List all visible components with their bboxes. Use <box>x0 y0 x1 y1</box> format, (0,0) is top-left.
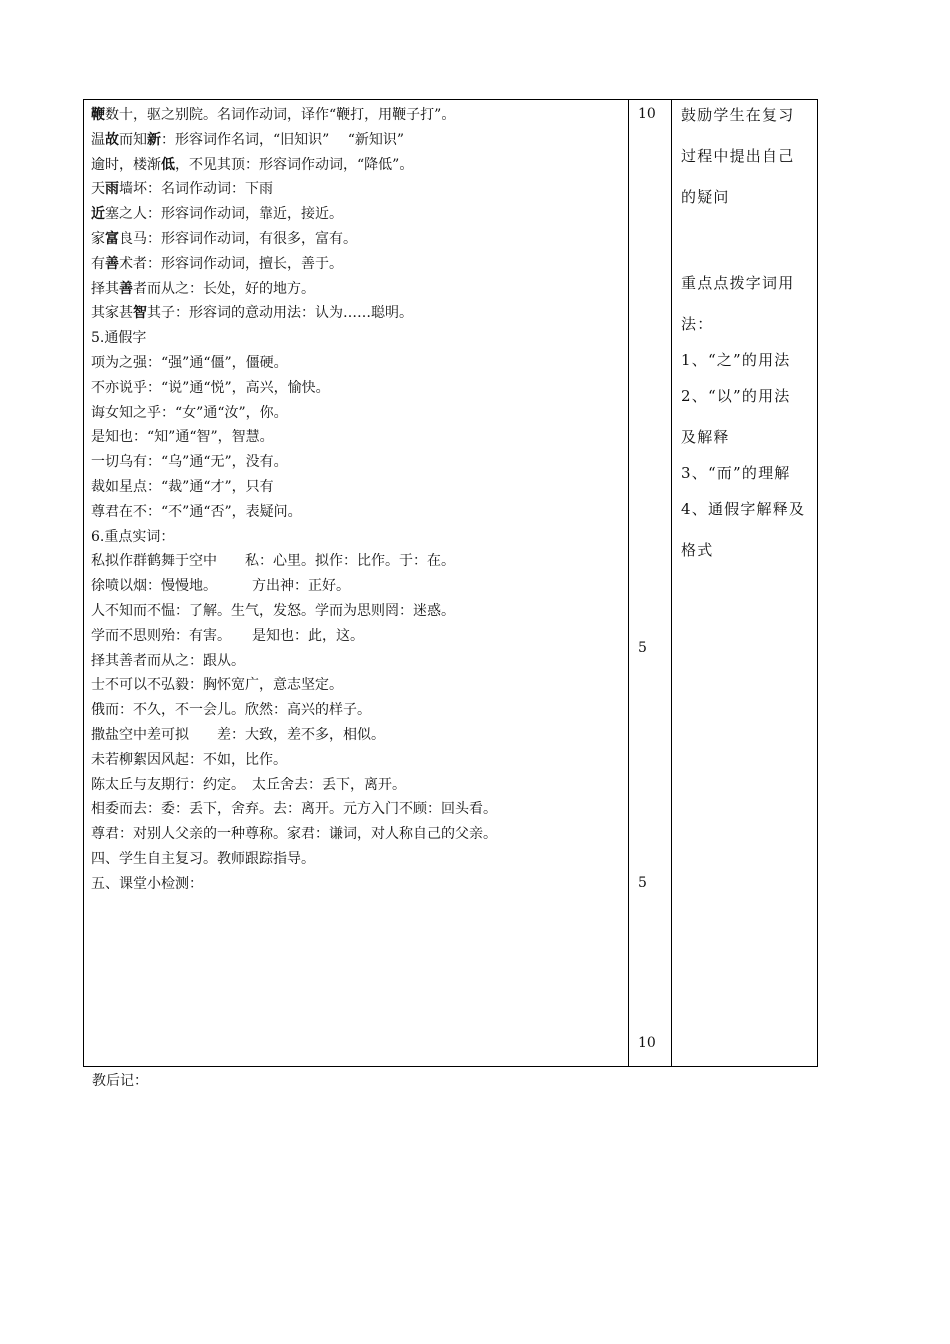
content-segment: 尊君：对别人父亲的一种尊称。家君：谦词，对人称自己的父亲。 <box>91 826 497 843</box>
content-segment: ：形容词作名词，“旧知识” “新知识” <box>161 131 405 148</box>
content-segment: 择其 <box>91 280 119 297</box>
content-line <box>91 525 628 550</box>
content-segment: 诲女知之乎：“女”通“汝”，你。 <box>91 404 288 421</box>
time-value: 10 <box>638 106 656 122</box>
lesson-table <box>83 99 818 1067</box>
content-segment: 智 <box>133 305 147 322</box>
content-segment: ，不见其顶：形容词作动词，“降低”。 <box>175 156 414 173</box>
content-line <box>91 822 628 847</box>
content-segment: 6.重点实词： <box>91 528 175 545</box>
content-segment: 项为之强：“强”通“僵”，僵硬。 <box>91 354 288 371</box>
content-segment: 温 <box>91 131 105 148</box>
note-line: 过程中提出自己 <box>681 147 795 165</box>
content-segment: 其子：形容词的意动用法：认为……聪明。 <box>147 305 413 322</box>
time-column <box>629 100 672 1066</box>
note-line: 格式 <box>681 541 714 559</box>
content-segment: 新 <box>147 131 161 148</box>
content-segment: 良马：形容词作动词，有很多，富有。 <box>119 230 357 247</box>
content-segment: 者而从之：长处，好的地方。 <box>133 280 315 297</box>
content-segment: 低 <box>161 156 175 173</box>
content-line <box>91 549 628 574</box>
note-line: 的疑问 <box>681 188 730 206</box>
content-line <box>91 450 628 475</box>
content-line <box>91 624 628 649</box>
note-line: 及解释 <box>681 428 730 446</box>
content-line <box>91 872 628 897</box>
content-line <box>91 797 628 822</box>
content-segment: 5.通假字 <box>91 330 147 347</box>
content-segment: 术者：形容词作动词，擅长，善于。 <box>119 255 343 272</box>
content-line <box>91 252 628 277</box>
content-segment: 故 <box>105 131 119 148</box>
note-line: 鼓励学生在复习 <box>681 106 795 124</box>
content-segment: 一切乌有：“乌”通“无”，没有。 <box>91 454 288 471</box>
content-segment: 陈太丘与友期行：约定。 太丘舍去：丢下，离开。 <box>91 776 406 793</box>
note-line: 3、“而”的理解 <box>681 464 791 482</box>
content-line <box>91 649 628 674</box>
content-segment: 择其善者而从之：跟从。 <box>91 652 245 669</box>
content-segment: 近 <box>91 206 105 223</box>
content-segment: 撒盐空中差可拟 差：大致，差不多，相似。 <box>91 726 385 743</box>
content-column <box>84 100 629 1066</box>
content-segment: 其家甚 <box>91 305 133 322</box>
content-segment: 四、学生自主复习。教师跟踪指导。 <box>91 850 315 867</box>
time-value: 5 <box>638 640 647 656</box>
content-line <box>91 847 628 872</box>
content-segment: 相委而去：委：丢下，舍弃。去：离开。元方入门不顾：回头看。 <box>91 801 497 818</box>
content-segment: 徐喷以烟：慢慢地。 方出神：正好。 <box>91 578 350 595</box>
content-line <box>91 103 628 128</box>
content-line <box>91 153 628 178</box>
content-line <box>91 748 628 773</box>
content-segment: 逾时，楼渐 <box>91 156 161 173</box>
content-segment: 是知也：“知”通“智”，智慧。 <box>91 429 274 446</box>
content-line <box>91 128 628 153</box>
time-value: 10 <box>638 1035 656 1051</box>
note-line: 重点点拨字词用 <box>681 274 795 292</box>
content-segment: 未若柳絮因风起：不如，比作。 <box>91 751 287 768</box>
content-segment: 鞭 <box>91 107 105 123</box>
content-segment: 士不可以不弘毅：胸怀宽广，意志坚定。 <box>91 677 343 694</box>
content-segment: 塞之人：形容词作动词，靠近，接近。 <box>105 206 343 223</box>
after-class-label: 教后记： <box>92 1073 148 1089</box>
content-line <box>91 698 628 723</box>
content-segment: 尊君在不：“不”通“否”，表疑问。 <box>91 503 302 520</box>
content-line <box>91 500 628 525</box>
content-segment: 富 <box>105 230 119 247</box>
content-line <box>91 401 628 426</box>
content-segment: 裁如星点：“裁”通“才”，只有 <box>91 478 274 495</box>
time-value: 5 <box>638 875 647 891</box>
content-segment: 天 <box>91 181 105 198</box>
content-line <box>91 425 628 450</box>
content-line <box>91 773 628 798</box>
content-line <box>91 351 628 376</box>
content-segment: 有 <box>91 255 105 272</box>
content-line <box>91 376 628 401</box>
content-line <box>91 599 628 624</box>
content-segment: 五、课堂小检测： <box>91 875 203 892</box>
content-segment: 家 <box>91 230 105 247</box>
content-segment: 而知 <box>119 131 147 148</box>
note-line: 4、通假字解释及 <box>681 500 806 518</box>
notes-column <box>672 100 817 1066</box>
content-segment: 善 <box>105 255 119 272</box>
content-segment: 善 <box>119 280 133 297</box>
content-line <box>91 475 628 500</box>
content-line <box>91 326 628 351</box>
content-line <box>91 723 628 748</box>
note-line: 1、“之”的用法 <box>681 351 791 369</box>
content-line <box>91 673 628 698</box>
content-segment: 墙坏：名词作动词：下雨 <box>119 181 273 198</box>
content-line <box>91 177 628 202</box>
content-line <box>91 227 628 252</box>
content-segment: 不亦说乎：“说”通“悦”，高兴，愉快。 <box>91 379 330 396</box>
content-line <box>91 301 628 326</box>
note-line: 2、“以”的用法 <box>681 387 791 405</box>
content-line <box>91 202 628 227</box>
content-segment: 雨 <box>105 181 119 198</box>
content-line <box>91 277 628 302</box>
content-segment: 学而不思则殆：有害。 是知也：此，这。 <box>91 627 364 644</box>
content-segment: 俄而：不久，不一会儿。欣然：高兴的样子。 <box>91 702 371 719</box>
content-segment: 人不知而不愠：了解。生气，发怒。学而为思则罔：迷惑。 <box>91 602 455 619</box>
content-segment: 私拟作群鹤舞于空中 私：心里。拟作：比作。于：在。 <box>91 553 455 570</box>
content-segment: 数十，驱之别院。名词作动词，译作“鞭打，用鞭子打”。 <box>105 107 456 123</box>
note-line: 法： <box>681 315 714 333</box>
content-line <box>91 574 628 599</box>
